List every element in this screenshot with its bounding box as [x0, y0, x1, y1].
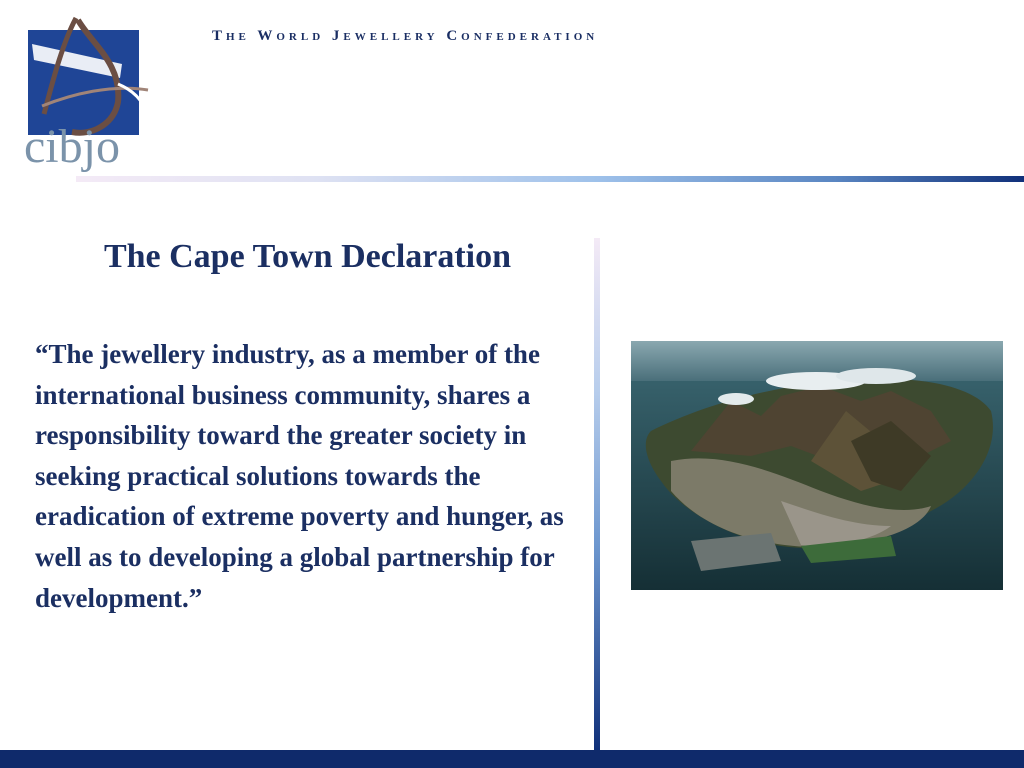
logo-wordmark: cibjo: [24, 120, 120, 173]
cibjo-logo: [22, 14, 162, 179]
footer-bar: [0, 750, 1024, 768]
organization-name: The World Jewellery Confederation: [212, 28, 599, 44]
declaration-quote: “The jewellery industry, as a member of the international business community, shares a responsibility toward the greater society in seeking practical solutions towards the eradication of extreme poverty and hunger, as well as to developing a global partnership for development.”: [35, 339, 564, 613]
column-divider: [594, 238, 600, 750]
header-divider: [76, 176, 1024, 182]
cape-town-aerial-photo: [631, 341, 1003, 590]
slide-title: The Cape Town Declaration: [103, 238, 512, 275]
